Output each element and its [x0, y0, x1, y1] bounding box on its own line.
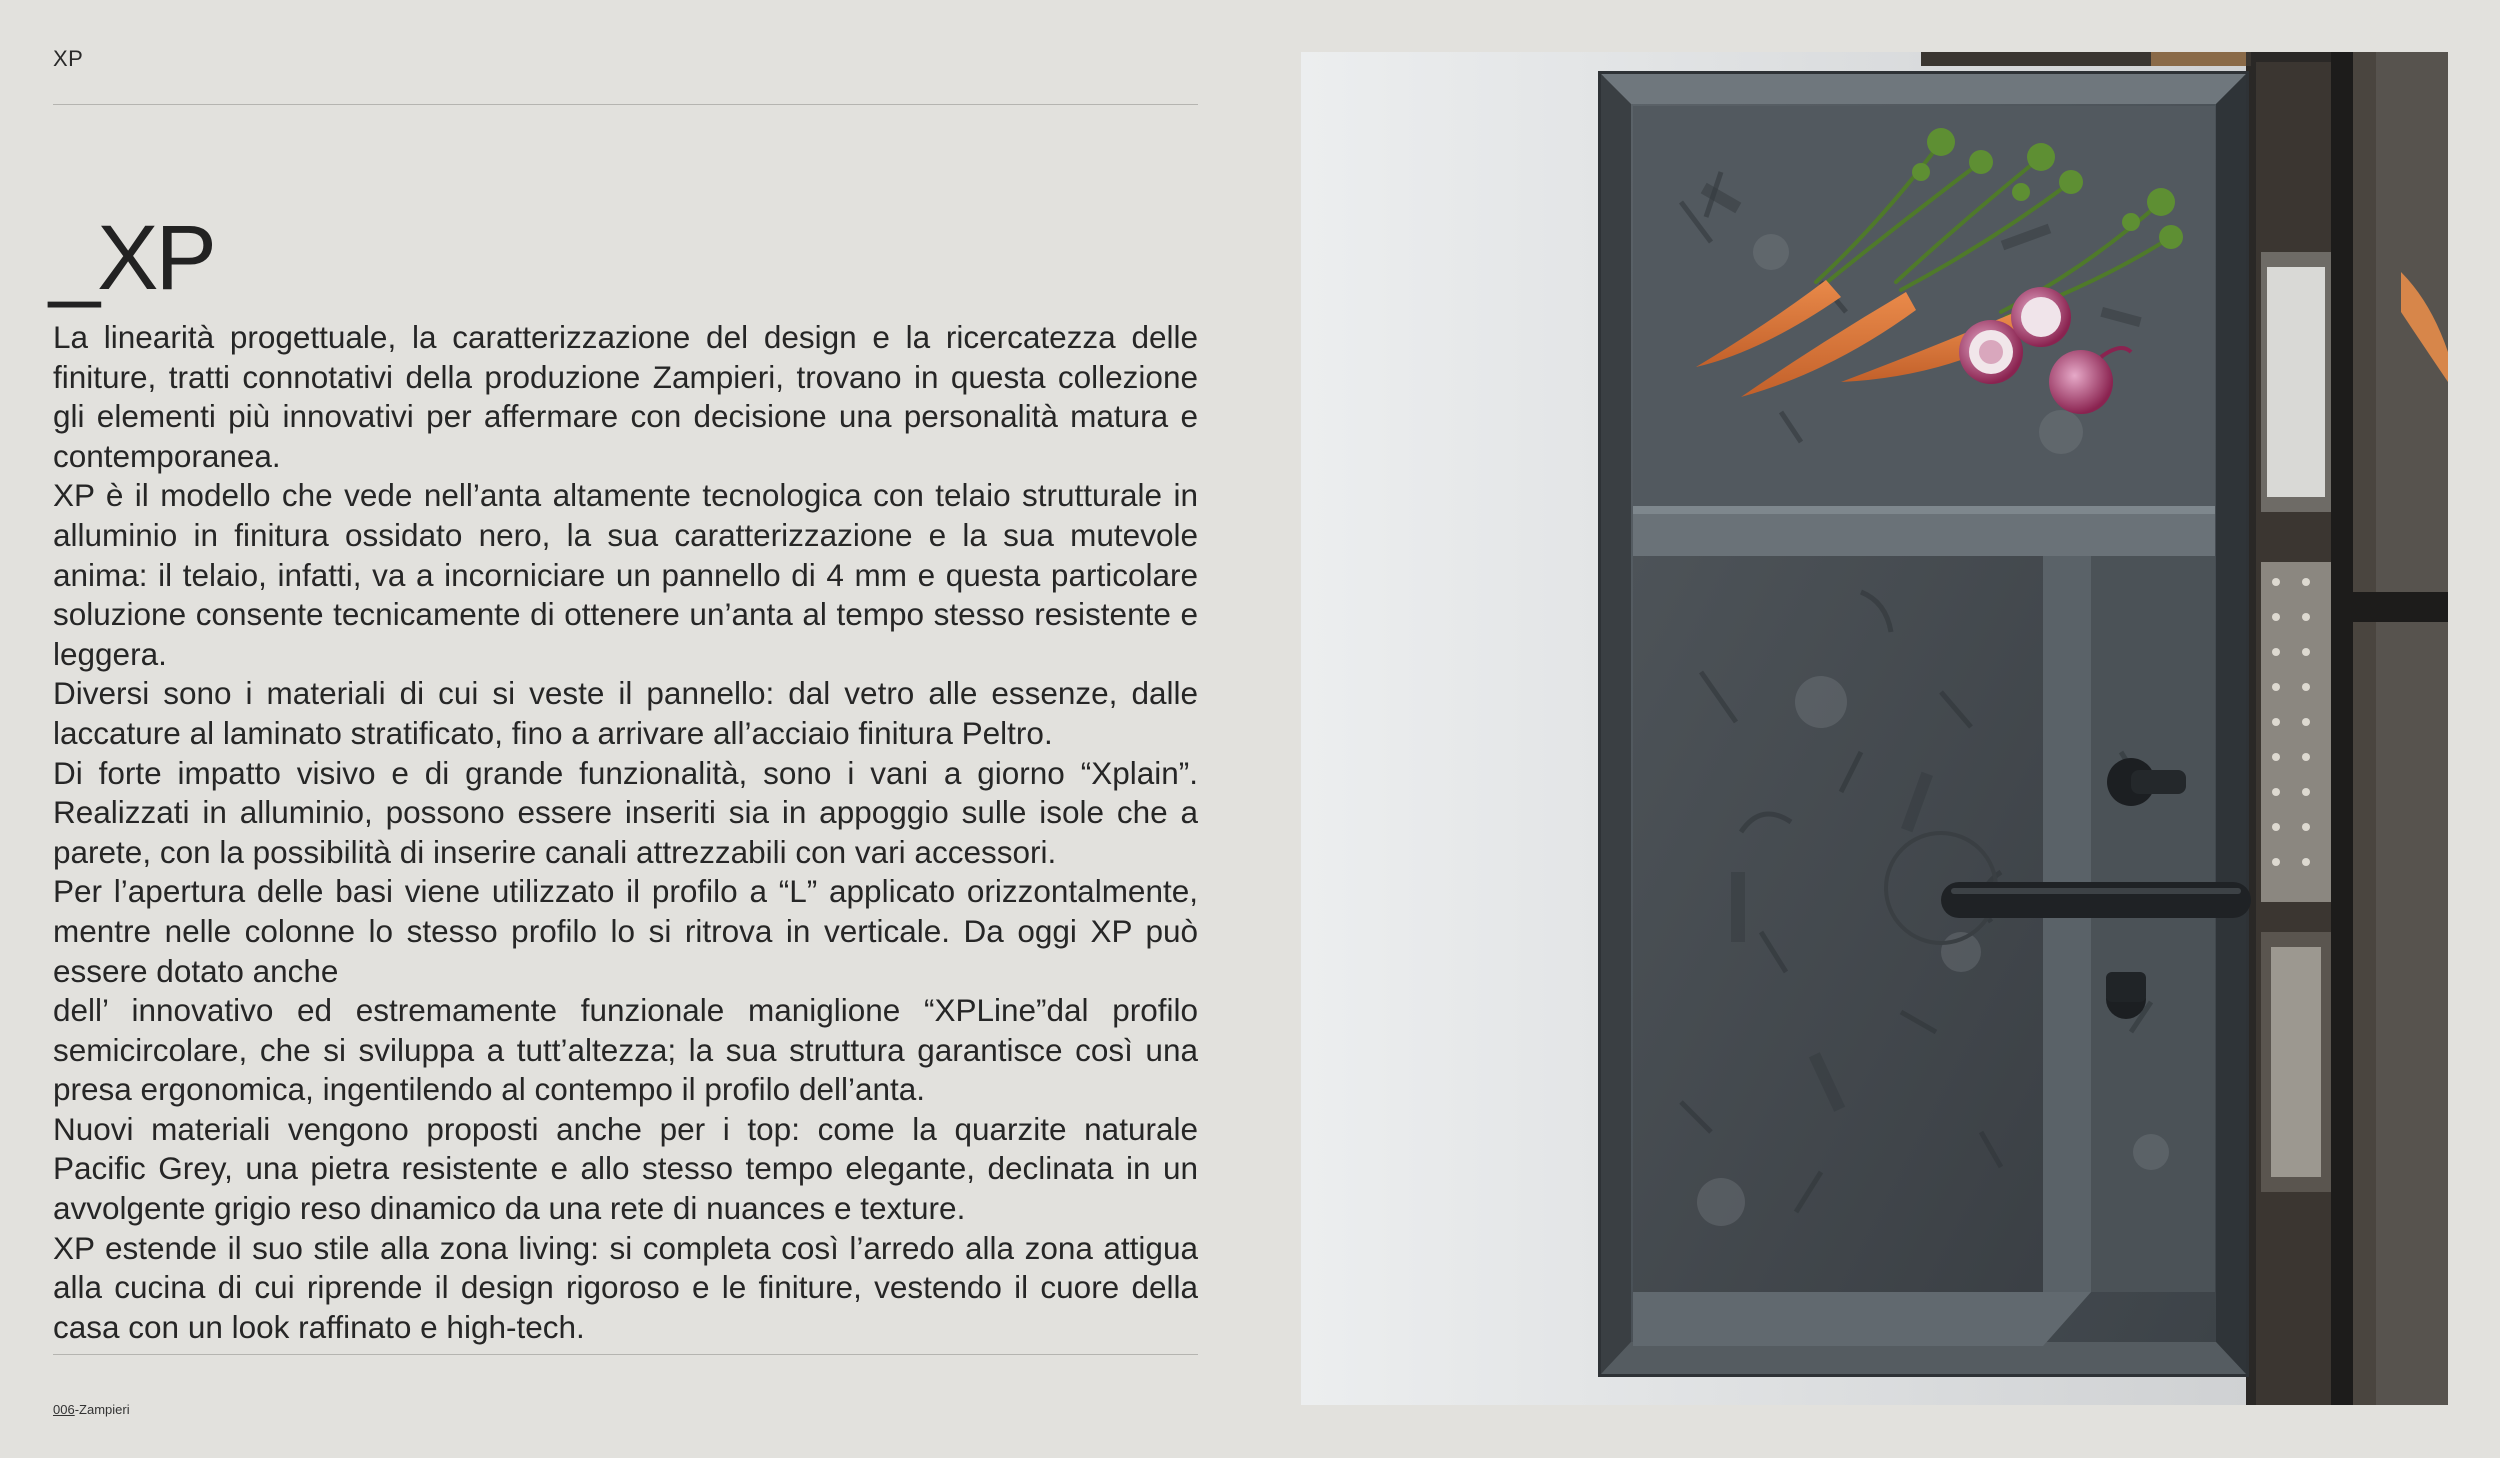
- paragraph: Nuovi materiali vengono proposti anche per i top: come la quarzite naturale Pacific Grey, una pietra resistente e allo stesso tempo elegante, declinata in un avvolgente grigio reso dinamico da una rete di nuances e texture.: [53, 1110, 1198, 1227]
- footer-brand: -Zampieri: [74, 1402, 130, 1417]
- page-number: 006: [53, 1402, 75, 1417]
- stone-sink-illustration: [1301, 52, 2448, 1405]
- paragraph: XP estende il suo stile alla zona living: si completa così l’arredo alla zona attigua alla cucina di cui riprende il design rigoroso e le finiture, vestendo il cuore della casa con un look raffinato e high-tech.: [53, 1229, 1198, 1345]
- paragraph: Per l’apertura delle basi viene utilizzato il profilo a “L” applicato orizzontalmente, mentre nelle colonne lo stesso profilo lo si ritrova in verticale. Da oggi XP può essere dotato anche: [53, 873, 1198, 989]
- bottom-divider: [53, 1354, 1198, 1355]
- stone-sink-photo: [1301, 52, 2448, 1405]
- text-column: [49, 0, 1198, 1458]
- paragraph: La linearità progettuale, la caratterizzazione del design e la ricercatezza delle finiture, tratti connotativi della produzione Zampieri, trovano in questa collezione gli elementi più innovativi per affermare con decisione una personalità matura e contemporanea.: [53, 319, 1198, 474]
- paragraph: Di forte impatto visivo e di grande funzionalità, sono i vani a giorno “Xplain”. Realizzati in alluminio, possono essere inseriti sia in appoggio sulle isole che a parete, con la possibilità di inserire canali attrezzabili con vari accessori.: [53, 754, 1198, 870]
- top-divider: [53, 104, 1198, 105]
- paragraph: Diversi sono i materiali di cui si veste il pannello: dal vetro alle essenze, dalle laccature al laminato stratificato, fino a arrivare all’acciaio finitura Peltro.: [53, 675, 1198, 751]
- body-text: [53, 318, 1198, 1347]
- paragraph: dell’ innovativo ed estremamente funzionale maniglione “XPLine”dal profilo semicircolare, che si sviluppa a tutt’altezza; la sua struttura garantisce così una presa ergonomica, ingentilendo al contempo il profilo dell’anta.: [53, 992, 1198, 1108]
- page-footer: [53, 1402, 130, 1417]
- paragraph: XP è il modello che vede nell’anta altamente tecnologica con telaio strutturale in alluminio in finitura ossidato nero, la sua caratterizzazione e la sua mutevole anima: il telaio, infatti, va a incorniciare un pannello di 4 mm e questa particolare soluzione consente tecnicamente di ottenere un’anta al tempo stesso resistente e leggera.: [53, 477, 1198, 672]
- page-title: _XP: [49, 206, 214, 309]
- section-label: XP: [53, 46, 84, 71]
